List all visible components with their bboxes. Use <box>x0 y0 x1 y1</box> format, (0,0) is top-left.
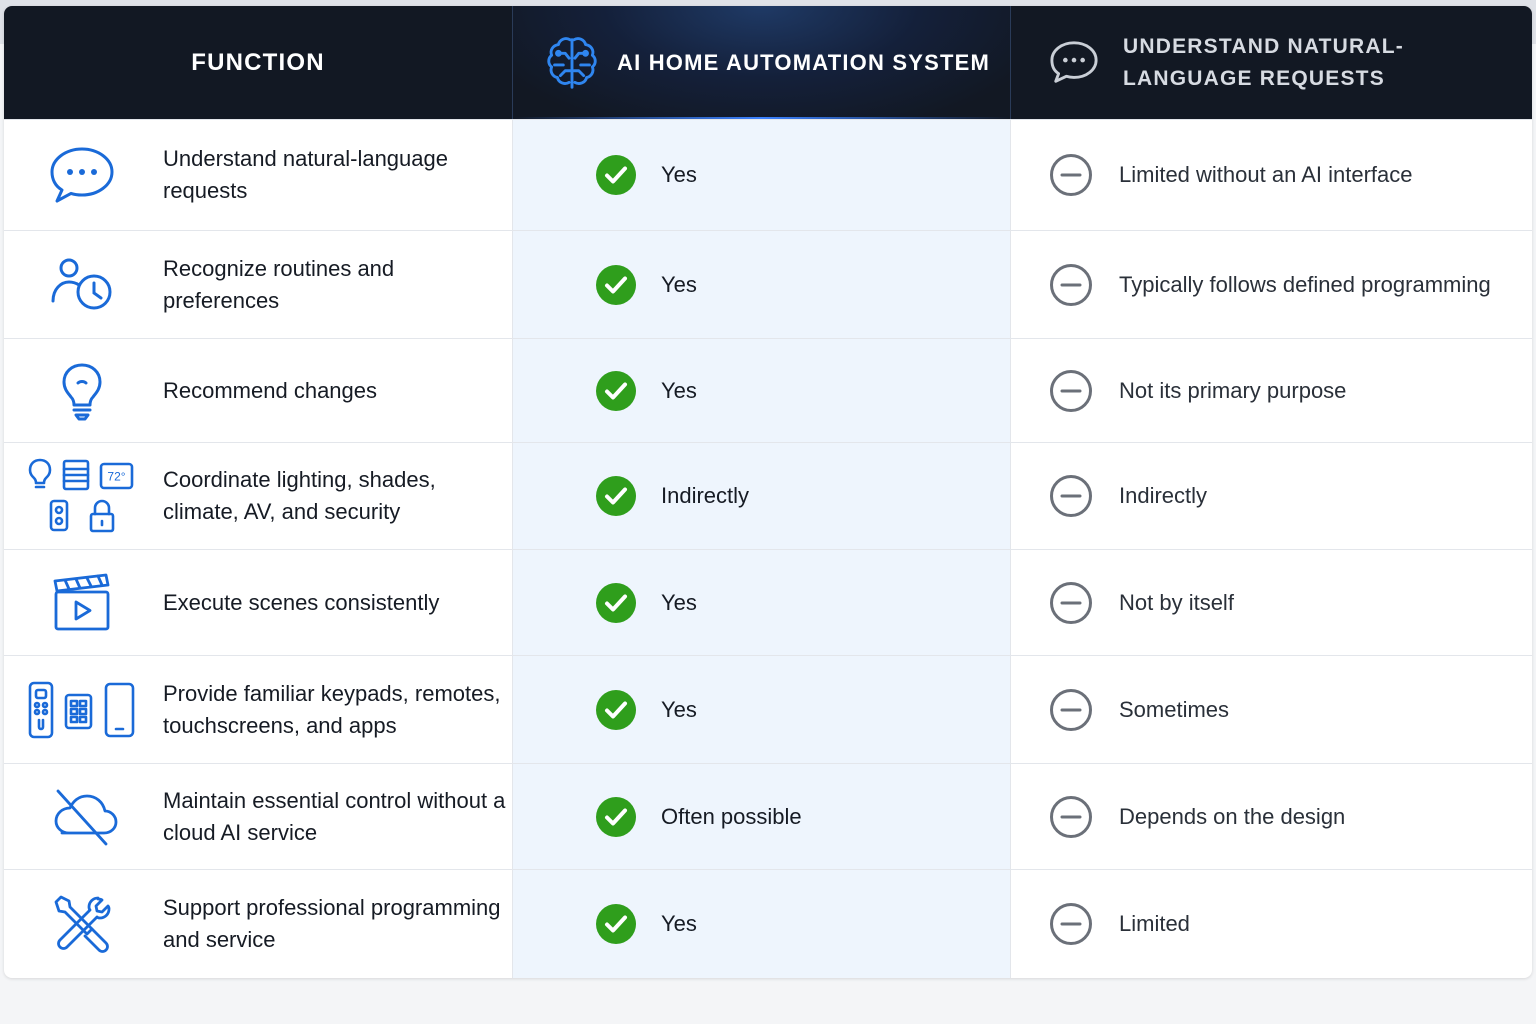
conventional-value: Typically follows defined programming <box>1119 271 1491 297</box>
ai-value: Yes <box>661 911 697 936</box>
conventional-value: Limited <box>1119 911 1190 936</box>
ai-cell <box>512 120 1011 230</box>
conventional-value: Not by itself <box>1119 589 1234 615</box>
function-label: Recommend changes <box>163 377 378 403</box>
function-icon-cell <box>4 339 159 442</box>
table-row <box>4 655 1532 763</box>
conventional-cell <box>1011 120 1532 230</box>
conventional-value: Limited without an AI interface <box>1119 162 1413 187</box>
function-label: Maintain essential control without a cloud AI service <box>163 787 506 845</box>
function-icon-cell <box>4 231 159 338</box>
function-label: Provide familiar keypads, remotes, touchscreens, and apps <box>163 680 501 738</box>
function-icon-cell <box>4 443 159 549</box>
function-label: Understand natural-language requests <box>163 146 448 203</box>
table-row <box>4 442 1532 549</box>
table-row <box>4 338 1532 442</box>
conventional-cell <box>1011 231 1532 338</box>
check-circle-icon <box>595 370 637 412</box>
ai-value: Yes <box>661 589 697 615</box>
conventional-cell <box>1011 339 1532 442</box>
header-function <box>4 6 512 119</box>
conventional-cell <box>1011 443 1532 549</box>
function-label: Support professional programming and service <box>163 895 501 952</box>
table-row <box>4 549 1532 655</box>
function-icon-cell <box>4 550 159 655</box>
ai-value: Yes <box>661 271 697 297</box>
table-row <box>4 119 1532 230</box>
conventional-cell <box>1011 764 1532 869</box>
function-icon-cell <box>4 870 159 978</box>
function-icon-cell <box>4 764 159 869</box>
minus-circle-icon <box>1049 902 1093 946</box>
ai-value: Often possible <box>661 803 802 829</box>
ai-cell <box>512 764 1011 869</box>
minus-circle-icon <box>1049 688 1093 732</box>
function-label: Execute scenes consistently <box>163 589 440 615</box>
check-circle-icon <box>595 475 637 517</box>
remote-keypad-phone-icon <box>26 680 138 740</box>
conventional-value: Depends on the design <box>1119 803 1346 829</box>
ai-cell <box>512 550 1011 655</box>
ai-cell <box>512 656 1011 763</box>
check-circle-icon <box>595 264 637 306</box>
brain-icon <box>541 32 603 94</box>
conventional-value: Indirectly <box>1119 483 1208 508</box>
tools-icon <box>50 892 114 956</box>
minus-circle-icon <box>1049 369 1093 413</box>
header-function-label: FUNCTION <box>191 48 325 76</box>
function-icon-cell <box>4 656 159 763</box>
table-row <box>4 869 1532 978</box>
minus-circle-icon <box>1049 581 1093 625</box>
thermostat-readout: 72° <box>106 469 126 484</box>
header-ai-label: AI HOME AUTOMATION SYSTEM <box>617 49 991 75</box>
table-row <box>4 230 1532 338</box>
ai-cell <box>512 231 1011 338</box>
cloud-off-icon <box>44 787 120 847</box>
function-label: Recognize routines and preferences <box>163 255 395 313</box>
header-conventional-label: UNDERSTAND NATURAL-LANGUAGE REQUESTS <box>1123 34 1404 90</box>
conventional-cell <box>1011 550 1532 655</box>
conventional-cell <box>1011 656 1532 763</box>
clapperboard-play-icon <box>51 572 113 634</box>
conventional-cell <box>1011 870 1532 978</box>
check-circle-icon <box>595 154 637 196</box>
minus-circle-icon <box>1049 474 1093 518</box>
header-ai-system <box>512 6 1011 119</box>
ai-cell <box>512 870 1011 978</box>
check-circle-icon <box>595 796 637 838</box>
function-icon-cell <box>4 120 159 230</box>
ai-cell <box>512 443 1011 549</box>
check-circle-icon <box>595 582 637 624</box>
person-clock-icon <box>47 255 117 315</box>
ai-value: Yes <box>661 377 697 403</box>
chat-bubble-icon <box>47 145 117 205</box>
table-row <box>4 763 1532 869</box>
conventional-value: Sometimes <box>1119 696 1230 722</box>
header-conventional <box>1011 6 1532 119</box>
check-circle-icon <box>595 903 637 945</box>
ai-cell <box>512 339 1011 442</box>
lightbulb-icon <box>57 361 107 421</box>
conventional-value: Not its primary purpose <box>1119 377 1347 403</box>
ai-value: Yes <box>661 162 697 187</box>
minus-circle-icon <box>1049 263 1093 307</box>
comparison-table <box>4 6 1532 978</box>
function-label: Coordinate lighting, shades, climate, AV, and security <box>163 467 436 524</box>
ai-value: Yes <box>661 696 697 722</box>
table-header <box>4 6 1532 119</box>
chat-bubble-icon <box>1047 38 1101 88</box>
minus-circle-icon <box>1049 153 1093 197</box>
ai-value: Indirectly <box>661 483 750 508</box>
minus-circle-icon <box>1049 795 1093 839</box>
check-circle-icon <box>595 689 637 731</box>
home-devices-icon <box>26 456 138 536</box>
